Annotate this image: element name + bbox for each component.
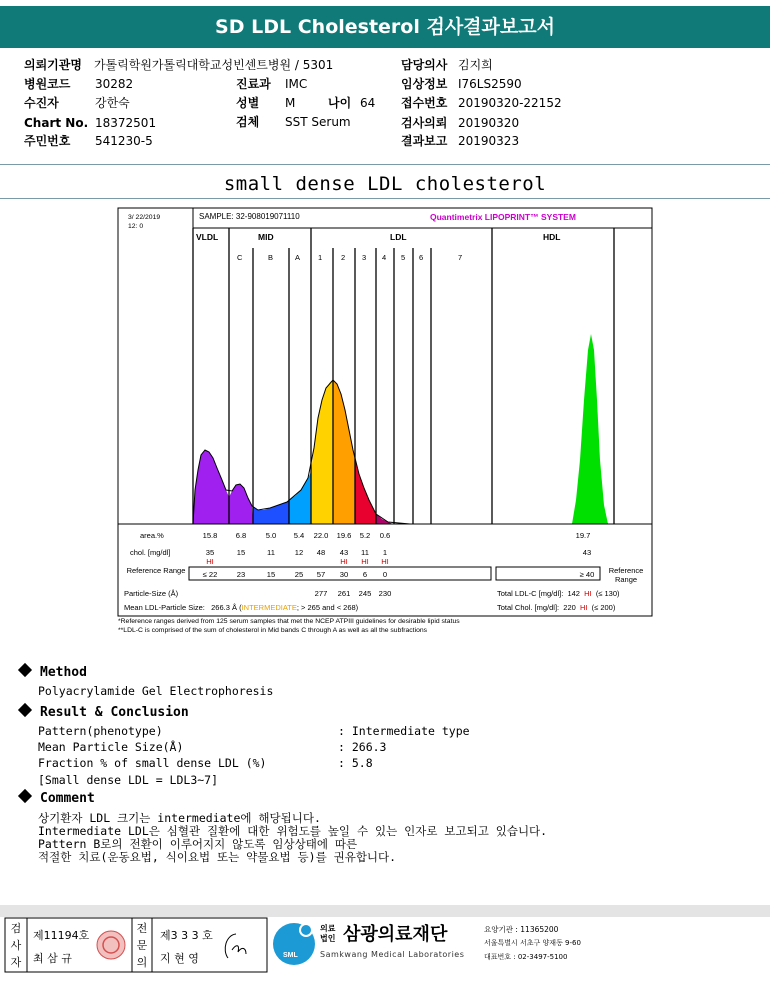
band-a: A: [295, 253, 301, 262]
ref-value: 0: [382, 570, 388, 579]
info-receipt-label: 접수번호: [401, 96, 448, 110]
examiner-label: 검사자: [10, 922, 22, 969]
area-value: 5.2: [359, 531, 371, 540]
ref-value: 6: [362, 570, 368, 579]
info-sex-value: M: [285, 96, 296, 110]
info-resident-label: 주민번호: [24, 134, 71, 148]
info-doctor-label: 담당의사: [401, 58, 448, 72]
hi-flag: HI: [340, 557, 348, 566]
info-request-label: 검사의뢰: [401, 116, 448, 130]
chol-value: 43: [339, 548, 349, 557]
area-value: 0.6: [379, 531, 391, 540]
info-request-value: 20190320: [458, 116, 520, 130]
area-value: 22.0: [313, 531, 329, 540]
chart-time: 12: 0: [128, 223, 144, 230]
address: 서울특별시 서초구 양재동 9-60: [484, 939, 581, 947]
area-value: 6.8: [235, 531, 247, 540]
org-name: 삼광의료재단: [343, 924, 448, 945]
specialist-label: 전문의: [136, 922, 148, 969]
total-ldl-row: Total LDL-C [mg/dl]: 142 HI (≤ 130): [497, 589, 620, 598]
band-b: B: [268, 253, 274, 262]
row-area-label: area.%: [140, 531, 164, 540]
band-c: C: [237, 253, 243, 262]
result-value: : 266.3: [338, 740, 387, 754]
chol-value: 1: [382, 548, 388, 557]
particle-size: 261: [337, 589, 351, 598]
area-value: 5.0: [265, 531, 277, 540]
area-value: 5.4: [293, 531, 305, 540]
result-value: : 5.8: [338, 756, 373, 770]
info-specimen-value: SST Serum: [285, 115, 351, 129]
band-2: 2: [341, 253, 346, 262]
specialist-name: 지 현 영: [160, 952, 199, 965]
group-mid: MID: [258, 232, 274, 242]
examiner-name: 최 삼 규: [33, 952, 72, 965]
info-hospital-code-value: 30282: [95, 77, 134, 91]
ref-value: 25: [294, 570, 304, 579]
band-7: 7: [458, 253, 463, 262]
comment-heading: Comment: [20, 791, 95, 806]
info-patient-value: 강한숙: [95, 96, 130, 110]
area-value: 15.8: [202, 531, 218, 540]
chol-value: 11: [361, 548, 369, 557]
ref-value: 15: [266, 570, 276, 579]
result-label: [Small dense LDL = LDL3~7]: [38, 773, 219, 787]
group-vldl: VLDL: [196, 232, 219, 242]
mean-size-row: Mean LDL-Particle Size: 266.3 Å (INTERMEDIATE; > 265 and < 268): [124, 603, 359, 612]
care-no: 요양기관 : 11365200: [484, 925, 559, 934]
specialist-no: 제3 3 3 호: [160, 929, 213, 942]
info-report-label: 결과보고: [401, 134, 448, 148]
org-english-name: Samkwang Medical Laboratories: [320, 950, 465, 959]
signature-icon: [225, 934, 246, 958]
comment-line: 상기환자 LDL 크기는 intermediate에 해당됩니다.: [38, 811, 321, 825]
hi-flag: HI: [381, 557, 389, 566]
chol-value: 12: [294, 548, 304, 557]
ref-value: 57: [316, 570, 326, 579]
info-dept-value: IMC: [285, 77, 308, 91]
info-sex-label: 성별: [236, 96, 260, 110]
group-ldl: LDL: [390, 232, 407, 242]
ref-value: ≥ 40: [579, 570, 595, 579]
area-value: 19.6: [336, 531, 352, 540]
result-label: Fraction % of small dense LDL (%): [38, 756, 267, 770]
ref-value: 23: [236, 570, 246, 579]
particle-size: 277: [314, 589, 328, 598]
report-title: SD LDL Cholesterol 검사결과보고서: [215, 16, 555, 38]
chol-value: 11: [267, 548, 275, 557]
info-receipt-value: 20190320-22152: [458, 96, 562, 110]
info-chart-label: Chart No.: [24, 116, 89, 130]
result-label: Pattern(phenotype): [38, 724, 163, 738]
band-4: 4: [382, 253, 387, 262]
hi-flag: HI: [206, 557, 214, 566]
comment-line: Intermediate LDL은 심혈관 질환에 대한 위험도를 높일 수 있는 인자로 보고되고 있습니다.: [38, 824, 548, 838]
comment-line: 적절한 치료(운동요법, 식이요법 또는 약물요법 등)를 권유합니다.: [38, 850, 397, 864]
hi-flag: HI: [361, 557, 369, 566]
particle-size: 245: [358, 589, 372, 598]
phone: 대표번호 : 02-3497-5100: [484, 953, 568, 961]
info-clinical-value: I76LS2590: [458, 77, 522, 91]
area-value: 19.7: [575, 531, 591, 540]
comment-line: Pattern B로의 전환이 이루어지지 않도록 임상상태에 따른: [38, 837, 358, 851]
footnote-1: *Reference ranges derived from 125 serum samples that met the NCEP ATPIII guidelines for desirable lipid status: [118, 618, 460, 625]
result-value: : Intermediate type: [338, 724, 470, 738]
org-type: 의료법인: [320, 924, 336, 943]
examiner-seal-icon: [97, 931, 125, 959]
examiner-no: 제11194호: [33, 929, 90, 942]
particle-size-label: Particle-Size (Å): [124, 589, 179, 598]
method-heading: Method: [20, 665, 87, 680]
total-chol-row: Total Chol. [mg/dl]: 220 HI (≤ 200): [497, 603, 616, 612]
ref-value: 30: [339, 570, 349, 579]
sample-id: SAMPLE: 32-908019071110: [199, 212, 300, 221]
footnote-2: **LDL-C is comprised of the sum of cholesterol in Mid bands C through A as well as all the subfractions: [118, 627, 428, 634]
ref-value: ≤ 22: [202, 570, 218, 579]
info-clinical-label: 임상정보: [401, 77, 448, 91]
band-3: 3: [362, 253, 367, 262]
method-text: Polyacrylamide Gel Electrophoresis: [38, 684, 274, 698]
logo-text: SML: [283, 952, 298, 959]
chart-date: 3/ 22/2019: [128, 214, 161, 221]
ref-right-label: Reference Range: [608, 566, 644, 584]
particle-size: 230: [378, 589, 392, 598]
row-chol-label: chol. [mg/dl]: [130, 548, 171, 557]
info-institution: 의뢰기관명 가톨릭학원가톨릭대학교성빈센트병원 / 5301: [24, 58, 334, 72]
info-specimen-label: 검체: [236, 115, 260, 129]
row-reference-label: Reference Range: [126, 566, 186, 575]
chol-value: 43: [582, 548, 592, 557]
group-hdl: HDL: [543, 232, 561, 242]
info-age-label: 나이: [328, 96, 352, 110]
chol-value: 15: [236, 548, 246, 557]
info-resident-value: 541230-5: [95, 134, 153, 148]
band-1: 1: [318, 253, 323, 262]
brand-logo: Quantimetrix LIPOPRINT™ SYSTEM: [430, 212, 576, 222]
band-5: 5: [401, 253, 406, 262]
chol-value: 35: [205, 548, 215, 557]
result-label: Mean Particle Size(Å): [38, 740, 184, 754]
info-doctor-value: 김지희: [458, 58, 493, 72]
section-title: small dense LDL cholesterol: [223, 173, 547, 195]
info-hospital-code: 병원코드: [24, 77, 71, 91]
info-age-value: 64: [360, 96, 376, 110]
chol-value: 48: [316, 548, 326, 557]
result-heading: Result & Conclusion: [20, 705, 189, 720]
info-dept-label: 진료과: [236, 77, 271, 91]
info-chart-value: 18372501: [95, 116, 157, 130]
info-patient-label: 수진자: [24, 96, 59, 110]
band-6: 6: [419, 253, 424, 262]
info-report-value: 20190323: [458, 134, 520, 148]
